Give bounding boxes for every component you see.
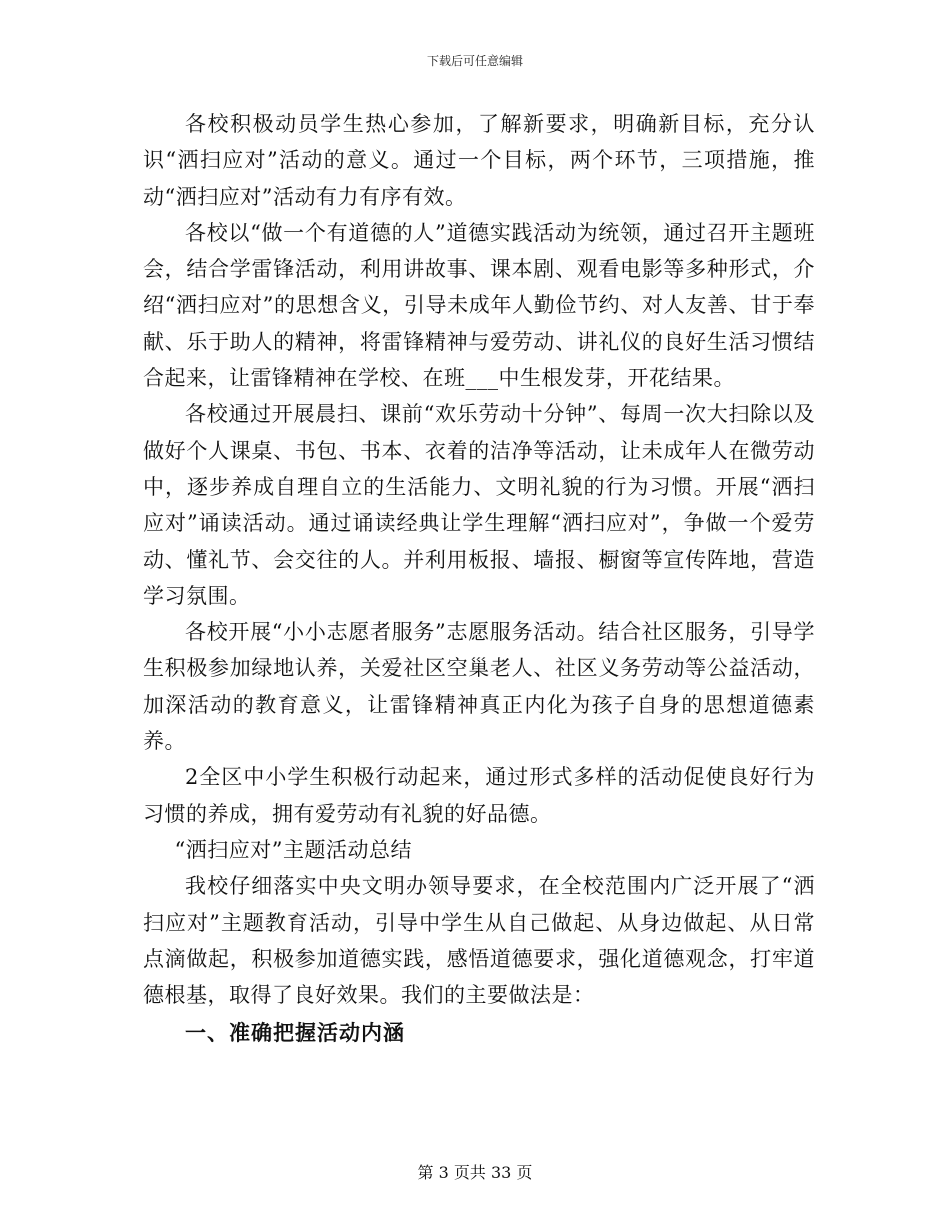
paragraph-1: 各校积极动员学生热心参加，了解新要求，明确新目标，充分认识“洒扫应对”活动的意义。通过一个目标，两个环节，三项措施，推动“洒扫应对”活动有力有序有效。 [143, 112, 815, 209]
paragraph-3: 各校通过开展晨扫、课前“欢乐劳动十分钟”、每周一次大扫除以及做好个人课桌、书包、书本、衣着的洁净等活动，让未成年人在微劳动中，逐步养成自理自立的生活能力、文明礼貌的行为习惯。开展“洒扫应对”诵读活动。通过诵读经典让学生理解“洒扫应对”，争做一个爱劳动、懂礼节、会交往的人。并利用板报、墙报、橱窗等宣传阵地，营造学习氛围。 [143, 402, 815, 608]
document-body [143, 106, 815, 1052]
section-heading: 一、准确把握活动内涵 [185, 1021, 405, 1046]
summary-title: “洒扫应对”主题活动总结 [174, 837, 412, 862]
paragraph-5: 2全区中小学生积极行动起来，通过形式多样的活动促使良好行为习惯的养成，拥有爱劳动有礼貌的好品德。 [143, 765, 815, 826]
page-header-note: 下载后可任意编辑 [426, 54, 523, 68]
paragraph-6: 我校仔细落实中央文明办领导要求，在全校范围内广泛开展了“洒扫应对”主题教育活动，引导中学生从自己做起、从身边做起、从日常点滴做起，积极参加道德实践，感悟道德要求，强化道德观念，打牢道德根基，取得了良好效果。我们的主要做法是： [143, 874, 815, 1008]
page-number: 第 3 页共 33 页 [417, 1163, 533, 1182]
paragraph-4: 各校开展“小小志愿者服务”志愿服务活动。结合社区服务，引导学生积极参加绿地认养，关爱社区空巢老人、社区义务劳动等公益活动，加深活动的教育意义，让雷锋精神真正内化为孩子自身的思想道德素养。 [143, 620, 815, 754]
paragraph-2: 各校以“做一个有道德的人”道德实践活动为统领，通过召开主题班会，结合学雷锋活动，利用讲故事、课本剧、观看电影等多种形式，介绍“洒扫应对”的思想含义，引导未成年人勤俭节约、对人友善、甘于奉献、乐于助人的精神，将雷锋精神与爱劳动、讲礼仪的良好生活习惯结合起来，让雷锋精神在学校、在班___中生根发芽，开花结果。 [143, 220, 815, 391]
